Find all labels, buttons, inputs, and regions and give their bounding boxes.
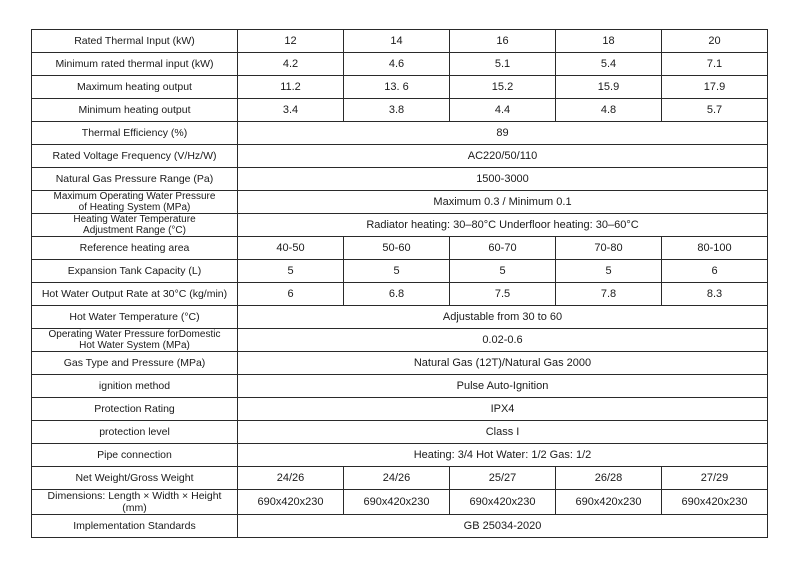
merged-value-cell: AC220/50/110 [238,145,768,168]
table-row [32,490,768,515]
row-label: Pipe connection [32,444,238,467]
merged-value-cell: Natural Gas (12T)/Natural Gas 2000 [238,352,768,375]
table-row [32,515,768,538]
value-cell: 690x420x230 [450,490,556,515]
merged-value-cell: Adjustable from 30 to 60 [238,306,768,329]
merged-value-cell: Heating: 3/4 Hot Water: 1/2 Gas: 1/2 [238,444,768,467]
value-cell: 60-70 [450,237,556,260]
value-cell: 5.7 [662,99,768,122]
row-label: Maximum Operating Water Pressure of Heating System (MPa) [32,191,238,214]
value-cell: 50-60 [344,237,450,260]
value-cell: 20 [662,30,768,53]
merged-value-cell: 89 [238,122,768,145]
row-label: Natural Gas Pressure Range (Pa) [32,168,238,191]
value-cell: 80-100 [662,237,768,260]
merged-value-cell: IPX4 [238,398,768,421]
value-cell: 6 [238,283,344,306]
table-row [32,260,768,283]
merged-value-cell: Pulse Auto-Ignition [238,375,768,398]
value-cell: 4.6 [344,53,450,76]
merged-value-cell: 1500-3000 [238,168,768,191]
value-cell: 12 [238,30,344,53]
spec-table [31,29,768,538]
value-cell: 24/26 [238,467,344,490]
value-cell: 40-50 [238,237,344,260]
value-cell: 17.9 [662,76,768,99]
value-cell: 27/29 [662,467,768,490]
merged-value-cell: Radiator heating: 30–80°C Underfloor heating: 30–60°C [238,214,768,237]
table-row [32,53,768,76]
row-label: Heating Water Temperature Adjustment Range (°C) [32,214,238,237]
merged-value-cell: 0.02-0.6 [238,329,768,352]
value-cell: 3.4 [238,99,344,122]
value-cell: 15.9 [556,76,662,99]
value-cell: 6 [662,260,768,283]
value-cell: 26/28 [556,467,662,490]
row-label: ignition method [32,375,238,398]
value-cell: 25/27 [450,467,556,490]
value-cell: 16 [450,30,556,53]
table-row [32,352,768,375]
value-cell: 24/26 [344,467,450,490]
table-row [32,214,768,237]
table-row [32,76,768,99]
value-cell: 14 [344,30,450,53]
table-row [32,329,768,352]
table-row [32,306,768,329]
table-row [32,444,768,467]
row-label: Minimum heating output [32,99,238,122]
row-label: protection level [32,421,238,444]
merged-value-cell: Maximum 0.3 / Minimum 0.1 [238,191,768,214]
value-cell: 4.2 [238,53,344,76]
value-cell: 7.5 [450,283,556,306]
table-row [32,237,768,260]
value-cell: 7.8 [556,283,662,306]
value-cell: 5 [344,260,450,283]
value-cell: 5.4 [556,53,662,76]
row-label: Hot Water Temperature (°C) [32,306,238,329]
table-row [32,122,768,145]
table-row [32,467,768,490]
spec-table-body [32,30,768,538]
value-cell: 6.8 [344,283,450,306]
value-cell: 13. 6 [344,76,450,99]
value-cell: 15.2 [450,76,556,99]
row-label: Expansion Tank Capacity (L) [32,260,238,283]
table-row [32,99,768,122]
row-label: Implementation Standards [32,515,238,538]
merged-value-cell: Class I [238,421,768,444]
row-label: Rated Thermal Input (kW) [32,30,238,53]
row-label: Minimum rated thermal input (kW) [32,53,238,76]
row-label: Reference heating area [32,237,238,260]
row-label: Dimensions: Length × Width × Height (mm) [32,490,238,515]
value-cell: 690x420x230 [344,490,450,515]
value-cell: 5 [450,260,556,283]
value-cell: 5.1 [450,53,556,76]
table-row [32,191,768,214]
value-cell: 7.1 [662,53,768,76]
value-cell: 11.2 [238,76,344,99]
value-cell: 3.8 [344,99,450,122]
row-label: Hot Water Output Rate at 30°C (kg/min) [32,283,238,306]
row-label: Maximum heating output [32,76,238,99]
row-label: Net Weight/Gross Weight [32,467,238,490]
value-cell: 690x420x230 [238,490,344,515]
value-cell: 4.8 [556,99,662,122]
value-cell: 8.3 [662,283,768,306]
merged-value-cell: GB 25034-2020 [238,515,768,538]
table-row [32,283,768,306]
table-row [32,168,768,191]
value-cell: 690x420x230 [556,490,662,515]
row-label: Thermal Efficiency (%) [32,122,238,145]
value-cell: 5 [238,260,344,283]
table-row [32,398,768,421]
table-row [32,145,768,168]
row-label: Operating Water Pressure forDomestic Hot Water System (MPa) [32,329,238,352]
table-row [32,421,768,444]
value-cell: 690x420x230 [662,490,768,515]
row-label: Rated Voltage Frequency (V/Hz/W) [32,145,238,168]
value-cell: 18 [556,30,662,53]
row-label: Protection Rating [32,398,238,421]
table-row [32,30,768,53]
value-cell: 5 [556,260,662,283]
table-row [32,375,768,398]
value-cell: 70-80 [556,237,662,260]
row-label: Gas Type and Pressure (MPa) [32,352,238,375]
value-cell: 4.4 [450,99,556,122]
